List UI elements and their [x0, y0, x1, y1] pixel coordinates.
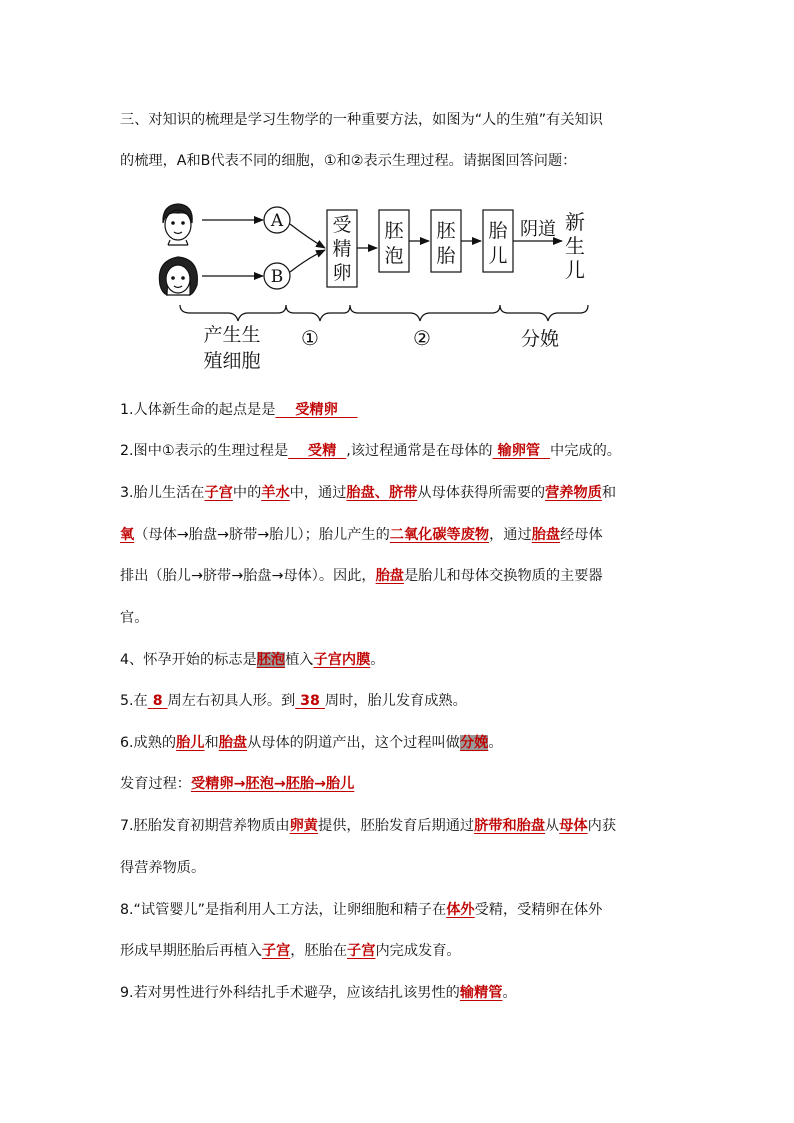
q8-mid: 受精，受精卵在体外: [474, 902, 603, 918]
q2-text: 2.图中①表示的生理过程是: [120, 443, 289, 459]
q8-line2-post: 内完成发育。: [375, 943, 461, 959]
q6-post: 。: [488, 735, 503, 751]
arrow-b-to-zygote: [290, 250, 325, 272]
question-3-line-3: [120, 566, 603, 586]
question-9: [120, 983, 517, 1003]
zygote-char-2: 精: [332, 238, 352, 260]
q3-text-8: 经母体: [560, 527, 603, 543]
q7-post: 内获: [587, 818, 617, 834]
q9-answer-vas-deferens: 输精管: [459, 985, 503, 1001]
q3-text-9: 排出（胎儿→脐带→胎盘→母体）。因此，: [120, 568, 376, 584]
q3-answer-waste: 二氧化碳等废物: [389, 527, 490, 543]
stage-delivery-label: 分娩: [520, 328, 560, 350]
q3-text-2: 中的: [232, 485, 262, 501]
q8-line2-text: 形成早期胚胎后再植入: [120, 943, 262, 959]
stage-braces: [180, 305, 588, 321]
intro-line-2: 的梳理，A和B代表不同的细胞，①和②表示生理过程。请据图回答问题：: [120, 153, 577, 169]
q3-text-7: ，通过: [489, 527, 532, 543]
question-7-line-2: 得营养物质。: [120, 860, 206, 876]
intro-line-1: 三、对知识的梳理是学习生物学的一种重要方法，如图为“人的生殖”有关知识: [120, 112, 603, 128]
q3-answer-nutrients: 营养物质: [545, 485, 602, 501]
q3-text-10: 是胎儿和母体交换物质的主要器: [403, 568, 603, 584]
vagina-label: 阴道: [520, 219, 556, 240]
fetus-char-1: 胎: [488, 220, 508, 242]
q3-text-4: 从母体获得所需要的: [417, 485, 546, 501]
q6-answer-delivery: 分娩: [459, 735, 489, 751]
q3-text-3: 中，通过: [289, 485, 347, 501]
q3-text-6: （母体→胎盘→脐带→胎儿）；胎儿产生的: [134, 527, 390, 543]
q7-mid-2: 从: [545, 818, 560, 834]
q6-mid-2: 从母体的阴道产出，这个过程叫做: [247, 735, 460, 751]
q5-answer-2: 38: [300, 693, 320, 709]
question-1: [120, 400, 358, 420]
male-icon: [163, 204, 192, 245]
q8-answer-in-vitro: 体外: [446, 902, 475, 918]
newborn-char-3: 儿: [565, 258, 585, 282]
q1-text: 1.人体新生命的起点是是: [120, 402, 276, 418]
question-3-line-1: [120, 483, 616, 503]
q8-answer-uterus-2: 子宫: [347, 943, 376, 959]
q6-answer-fetus: 胎儿: [176, 735, 205, 751]
embryo-char-1: 胚: [436, 220, 456, 242]
q5-answer-1: 8: [152, 693, 163, 709]
q2-answer-2: 输卵管: [497, 443, 541, 459]
q5-post: 周时，胎儿发育成熟。: [324, 693, 467, 709]
cell-b-label: B: [270, 267, 284, 287]
question-4: [120, 650, 384, 670]
q2-mid: ,该过程通常是在母体的: [346, 443, 493, 459]
question-8-line-1: [120, 900, 602, 920]
q9-text: 9.若对男性进行外科结扎手术避孕，应该结扎该男性的: [120, 985, 460, 1001]
q7-answer-cord-placenta: 脐带和胎盘: [474, 818, 546, 834]
zygote-char-1: 受: [332, 214, 352, 236]
question-5: [120, 691, 467, 711]
development-process: [120, 774, 354, 794]
q8-text: 8.“试管婴儿”是指利用人工方法，让卵细胞和精子在: [120, 902, 447, 918]
question-3-line-4: 官。: [120, 610, 149, 626]
arrow-a-to-zygote: [290, 224, 325, 248]
q4-answer-endometrium: 子宫内膜: [313, 652, 371, 668]
q4-mid: 植入: [285, 652, 314, 668]
q1-answer: 受精卵: [295, 402, 338, 418]
question-8-line-2: [120, 941, 461, 961]
female-icon: [159, 257, 197, 295]
newborn-char-1: 新: [565, 210, 585, 234]
stage-gamete-line-1: 产生生: [203, 324, 261, 346]
stage-gamete-line-2: 殖细胞: [203, 350, 261, 372]
q3-answer-amniotic: 羊水: [261, 485, 290, 501]
q5-text: 5.在: [120, 693, 148, 709]
q3-text-5: 和: [601, 485, 617, 501]
question-6: [120, 733, 503, 753]
q2-answer-1: 受精: [307, 443, 337, 459]
q6-mid: 和: [204, 735, 219, 751]
q7-answer-mother: 母体: [559, 818, 588, 834]
development-label: 发育过程：: [120, 776, 191, 792]
zygote-char-3: 卵: [332, 262, 352, 284]
q8-answer-uterus: 子宫: [261, 943, 291, 959]
q3-answer-uterus: 子宫: [204, 485, 233, 501]
q7-text: 7.胚胎发育初期营养物质由: [120, 818, 290, 834]
blastocyst-char-2: 泡: [384, 245, 404, 267]
q3-answer-placenta-2: 胎盘: [375, 568, 404, 584]
q9-post: 。: [502, 985, 517, 1001]
question-7-line-1: [120, 816, 616, 836]
cell-a-label: A: [270, 211, 284, 231]
stage-2-label: ②: [413, 326, 431, 350]
q6-answer-placenta: 胎盘: [218, 735, 248, 751]
fetus-char-2: 儿: [488, 245, 508, 267]
q4-answer-blastocyst: 胚泡: [256, 652, 286, 668]
q8-line2-mid: ，胚胎在: [290, 943, 348, 959]
q3-text-1: 3.胎儿生活在: [120, 485, 205, 501]
q3-answer-placenta: 胎盘: [531, 527, 561, 543]
q3-answer-placenta-cord: 胎盘、脐带: [346, 485, 418, 501]
q6-text: 6.成熟的: [120, 735, 177, 751]
question-3-line-2: [120, 525, 603, 545]
q4-text: 4、怀孕开始的标志是: [120, 652, 257, 668]
q7-mid: 提供，胚胎发育后期通过: [318, 818, 475, 834]
stage-1-label: ①: [301, 326, 319, 350]
q7-answer-yolk: 卵黄: [289, 818, 318, 834]
newborn-char-2: 生: [565, 234, 585, 258]
q3-answer-oxygen: 氧: [120, 527, 135, 543]
reproduction-diagram: [150, 193, 610, 378]
development-answer: 受精卵→胚泡→胚胎→胎儿: [190, 776, 355, 792]
blastocyst-char-1: 胚: [384, 220, 404, 242]
q5-mid: 周左右初具人形。到: [167, 693, 296, 709]
q2-post: 中完成的。: [550, 443, 621, 459]
reproduction-diagram-svg: [150, 193, 610, 378]
q4-post: 。: [370, 652, 385, 668]
embryo-char-2: 胎: [436, 245, 456, 267]
question-2: [120, 441, 621, 461]
